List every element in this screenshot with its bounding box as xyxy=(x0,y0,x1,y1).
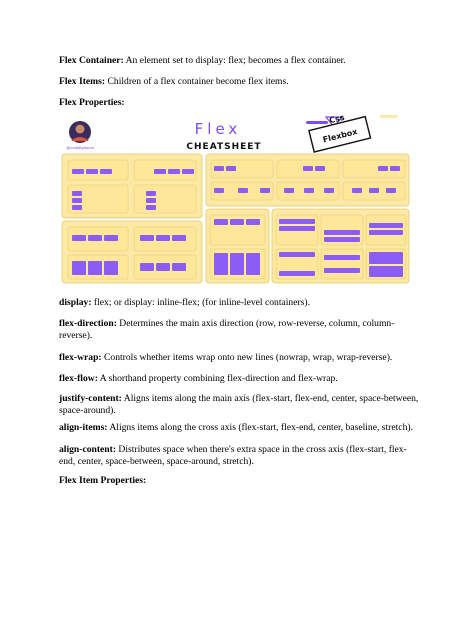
badge-line-1: Css xyxy=(328,113,346,126)
flex-cheatsheet-image xyxy=(58,113,414,289)
para-display xyxy=(59,297,419,309)
para-flex-item-properties-heading xyxy=(59,475,419,487)
term-justify-content: justify-content: xyxy=(59,393,122,404)
desc-flex-direction: Determines the main axis direction (row, row-reverse, column, column-reverse). xyxy=(59,318,395,342)
desc-flex-container: An element set to display: flex; becomes a flex container. xyxy=(123,55,346,66)
panel-flex-wrap xyxy=(62,221,202,283)
para-flex-properties-heading xyxy=(59,97,419,109)
desc-align-items: Aligns items along the cross axis (flex-start, flex-end, center, baseline, stretch). xyxy=(107,422,413,433)
para-flex-items xyxy=(59,76,419,88)
term-flex-wrap: flex-wrap: xyxy=(59,352,102,363)
term-flex-direction: flex-direction: xyxy=(59,318,117,329)
desc-flex-items: Children of a flex container become flex items. xyxy=(105,76,289,87)
badge-line-2: Flexbox xyxy=(321,127,359,145)
author-handle: @codeByAsmit xyxy=(66,145,94,150)
panel-align-content xyxy=(272,209,409,283)
para-flex-wrap xyxy=(59,352,419,364)
term-align-content: align-content: xyxy=(59,444,117,455)
desc-display: flex; or display: inline-flex; (for inline-level containers). xyxy=(91,297,310,308)
para-flex-container xyxy=(59,55,419,67)
para-flex-flow xyxy=(59,373,419,385)
panel-flex-direction xyxy=(62,154,202,218)
term-display: display: xyxy=(59,297,92,308)
desc-flex-flow: A shorthand property combining flex-direction and flex-wrap. xyxy=(97,373,338,384)
css-flexbox-badge xyxy=(307,113,371,152)
bar-deco-icon xyxy=(380,115,398,118)
heading-flex-item-properties: Flex Item Properties: xyxy=(59,475,147,486)
para-justify-content xyxy=(59,393,419,417)
para-align-content xyxy=(59,444,419,468)
term-flex-flow: flex-flow: xyxy=(59,373,98,384)
bar-deco-icon xyxy=(306,121,328,124)
desc-flex-wrap: Controls whether items wrap onto new lines (nowrap, wrap, wrap-reverse). xyxy=(101,352,393,363)
heading-flex-properties: Flex Properties: xyxy=(59,97,125,108)
cheatsheet-title: Flex xyxy=(194,120,242,138)
term-flex-container: Flex Container: xyxy=(59,55,124,66)
panel-justify-content xyxy=(206,154,409,206)
cheatsheet-illustration xyxy=(58,113,414,289)
term-align-items: align-items: xyxy=(59,422,108,433)
para-align-items xyxy=(59,422,419,434)
desc-justify-content: Aligns items along the main axis (flex-start, flex-end, center, space-between, space-around). xyxy=(59,393,419,417)
term-flex-items: Flex Items: xyxy=(59,76,106,87)
cheatsheet-subtitle: CHEATSHEET xyxy=(186,142,262,152)
para-flex-direction xyxy=(59,318,419,342)
desc-align-content: Distributes space when there's extra space in the cross axis (flex-start, flex-end, center, space-between, space-around, stretch). xyxy=(59,444,407,468)
